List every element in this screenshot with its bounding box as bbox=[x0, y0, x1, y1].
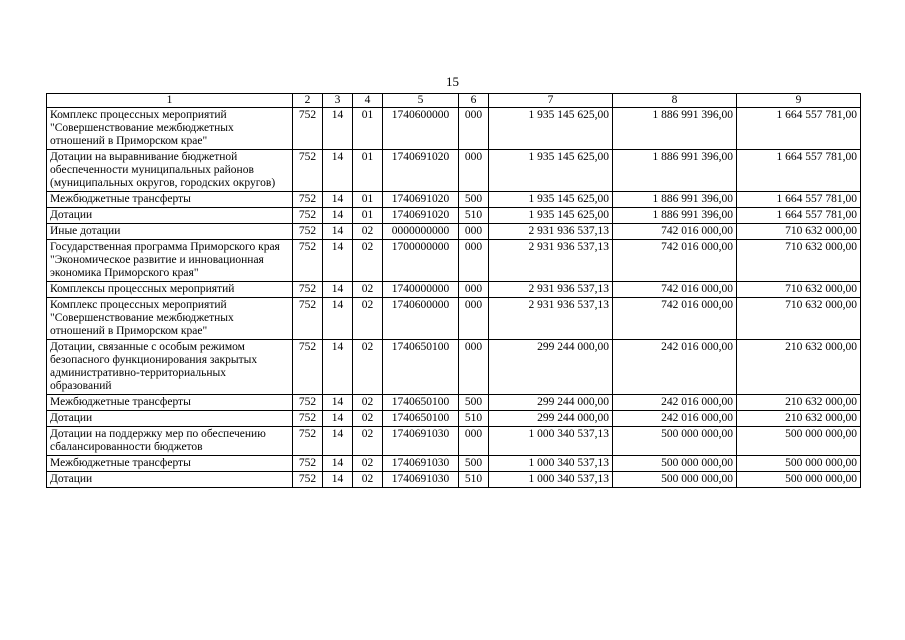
code-cell: 752 bbox=[293, 411, 323, 427]
expense-name-cell: Комплекс процессных мероприятий "Совершенствование межбюджетных отношений в Приморском крае" bbox=[47, 108, 293, 150]
code-cell: 1740650100 bbox=[383, 340, 459, 395]
code-cell: 000 bbox=[459, 240, 489, 282]
table-row bbox=[47, 224, 861, 240]
amount-cell: 299 244 000,00 bbox=[489, 395, 613, 411]
code-cell: 752 bbox=[293, 340, 323, 395]
code-cell: 752 bbox=[293, 298, 323, 340]
amount-cell: 299 244 000,00 bbox=[489, 411, 613, 427]
column-header: 2 bbox=[293, 94, 323, 108]
code-cell: 1740691020 bbox=[383, 208, 459, 224]
code-cell: 1740691020 bbox=[383, 192, 459, 208]
column-header: 6 bbox=[459, 94, 489, 108]
amount-cell: 1 886 991 396,00 bbox=[613, 108, 737, 150]
amount-cell: 742 016 000,00 bbox=[613, 282, 737, 298]
amount-cell: 500 000 000,00 bbox=[613, 472, 737, 488]
code-cell: 14 bbox=[323, 150, 353, 192]
code-cell: 14 bbox=[323, 282, 353, 298]
code-cell: 02 bbox=[353, 472, 383, 488]
amount-cell: 710 632 000,00 bbox=[737, 240, 861, 282]
code-cell: 752 bbox=[293, 208, 323, 224]
code-cell: 02 bbox=[353, 282, 383, 298]
amount-cell: 242 016 000,00 bbox=[613, 411, 737, 427]
column-header: 9 bbox=[737, 94, 861, 108]
table-row bbox=[47, 150, 861, 192]
code-cell: 752 bbox=[293, 150, 323, 192]
code-cell: 000 bbox=[459, 108, 489, 150]
code-cell: 14 bbox=[323, 340, 353, 395]
code-cell: 14 bbox=[323, 108, 353, 150]
code-cell: 14 bbox=[323, 298, 353, 340]
table-row bbox=[47, 395, 861, 411]
amount-cell: 710 632 000,00 bbox=[737, 224, 861, 240]
amount-cell: 742 016 000,00 bbox=[613, 224, 737, 240]
code-cell: 752 bbox=[293, 472, 323, 488]
code-cell: 000 bbox=[459, 340, 489, 395]
column-header: 1 bbox=[47, 94, 293, 108]
expense-name-cell: Дотации на поддержку мер по обеспечению сбалансированности бюджетов bbox=[47, 427, 293, 456]
amount-cell: 1 664 557 781,00 bbox=[737, 108, 861, 150]
column-header: 5 bbox=[383, 94, 459, 108]
amount-cell: 299 244 000,00 bbox=[489, 340, 613, 395]
expense-name-cell: Межбюджетные трансферты bbox=[47, 456, 293, 472]
code-cell: 510 bbox=[459, 208, 489, 224]
expense-name-cell: Дотации на выравнивание бюджетной обеспеченности муниципальных районов (муниципальных округов, городских округов) bbox=[47, 150, 293, 192]
table-row bbox=[47, 208, 861, 224]
expense-name-cell: Межбюджетные трансферты bbox=[47, 192, 293, 208]
code-cell: 1740650100 bbox=[383, 411, 459, 427]
budget-table bbox=[46, 93, 861, 488]
code-cell: 14 bbox=[323, 472, 353, 488]
code-cell: 1700000000 bbox=[383, 240, 459, 282]
amount-cell: 500 000 000,00 bbox=[737, 427, 861, 456]
code-cell: 14 bbox=[323, 427, 353, 456]
amount-cell: 1 000 340 537,13 bbox=[489, 456, 613, 472]
code-cell: 02 bbox=[353, 411, 383, 427]
page-number: 15 bbox=[446, 74, 459, 89]
table-header-row bbox=[47, 94, 861, 108]
code-cell: 1740691020 bbox=[383, 150, 459, 192]
code-cell: 14 bbox=[323, 224, 353, 240]
table-row bbox=[47, 192, 861, 208]
amount-cell: 742 016 000,00 bbox=[613, 240, 737, 282]
amount-cell: 1 000 340 537,13 bbox=[489, 472, 613, 488]
code-cell: 14 bbox=[323, 240, 353, 282]
code-cell: 752 bbox=[293, 427, 323, 456]
expense-name-cell: Дотации bbox=[47, 208, 293, 224]
amount-cell: 1 886 991 396,00 bbox=[613, 192, 737, 208]
column-header: 7 bbox=[489, 94, 613, 108]
code-cell: 14 bbox=[323, 411, 353, 427]
column-header: 4 bbox=[353, 94, 383, 108]
code-cell: 000 bbox=[459, 150, 489, 192]
code-cell: 000 bbox=[459, 298, 489, 340]
code-cell: 02 bbox=[353, 298, 383, 340]
amount-cell: 1 935 145 625,00 bbox=[489, 108, 613, 150]
amount-cell: 2 931 936 537,13 bbox=[489, 224, 613, 240]
expense-name-cell: Комплексы процессных мероприятий bbox=[47, 282, 293, 298]
expense-name-cell: Государственная программа Приморского края "Экономическое развитие и инновационная экономика Приморского края" bbox=[47, 240, 293, 282]
amount-cell: 1 664 557 781,00 bbox=[737, 208, 861, 224]
amount-cell: 1 664 557 781,00 bbox=[737, 150, 861, 192]
amount-cell: 1 886 991 396,00 bbox=[613, 208, 737, 224]
code-cell: 01 bbox=[353, 150, 383, 192]
code-cell: 02 bbox=[353, 240, 383, 282]
amount-cell: 2 931 936 537,13 bbox=[489, 240, 613, 282]
code-cell: 752 bbox=[293, 395, 323, 411]
expense-name-cell: Дотации bbox=[47, 411, 293, 427]
code-cell: 01 bbox=[353, 108, 383, 150]
code-cell: 000 bbox=[459, 427, 489, 456]
amount-cell: 1 886 991 396,00 bbox=[613, 150, 737, 192]
code-cell: 1740000000 bbox=[383, 282, 459, 298]
code-cell: 02 bbox=[353, 427, 383, 456]
expense-name-cell: Комплекс процессных мероприятий "Совершенствование межбюджетных отношений в Приморском крае" bbox=[47, 298, 293, 340]
code-cell: 1740600000 bbox=[383, 108, 459, 150]
amount-cell: 1 664 557 781,00 bbox=[737, 192, 861, 208]
code-cell: 500 bbox=[459, 395, 489, 411]
code-cell: 14 bbox=[323, 208, 353, 224]
expense-name-cell: Межбюджетные трансферты bbox=[47, 395, 293, 411]
code-cell: 500 bbox=[459, 192, 489, 208]
amount-cell: 1 000 340 537,13 bbox=[489, 427, 613, 456]
table-row bbox=[47, 108, 861, 150]
column-header: 8 bbox=[613, 94, 737, 108]
code-cell: 01 bbox=[353, 208, 383, 224]
amount-cell: 500 000 000,00 bbox=[613, 427, 737, 456]
code-cell: 000 bbox=[459, 282, 489, 298]
table-row bbox=[47, 456, 861, 472]
code-cell: 1740600000 bbox=[383, 298, 459, 340]
column-header: 3 bbox=[323, 94, 353, 108]
code-cell: 1740691030 bbox=[383, 427, 459, 456]
code-cell: 000 bbox=[459, 224, 489, 240]
code-cell: 01 bbox=[353, 192, 383, 208]
code-cell: 1740650100 bbox=[383, 395, 459, 411]
amount-cell: 500 000 000,00 bbox=[737, 456, 861, 472]
code-cell: 752 bbox=[293, 282, 323, 298]
amount-cell: 1 935 145 625,00 bbox=[489, 192, 613, 208]
expense-name-cell: Дотации bbox=[47, 472, 293, 488]
code-cell: 752 bbox=[293, 224, 323, 240]
table-row bbox=[47, 240, 861, 282]
expense-name-cell: Иные дотации bbox=[47, 224, 293, 240]
code-cell: 14 bbox=[323, 395, 353, 411]
amount-cell: 1 935 145 625,00 bbox=[489, 208, 613, 224]
amount-cell: 710 632 000,00 bbox=[737, 282, 861, 298]
table-row bbox=[47, 282, 861, 298]
amount-cell: 1 935 145 625,00 bbox=[489, 150, 613, 192]
code-cell: 510 bbox=[459, 472, 489, 488]
code-cell: 500 bbox=[459, 456, 489, 472]
amount-cell: 210 632 000,00 bbox=[737, 340, 861, 395]
code-cell: 02 bbox=[353, 456, 383, 472]
table-row bbox=[47, 472, 861, 488]
amount-cell: 210 632 000,00 bbox=[737, 395, 861, 411]
code-cell: 1740691030 bbox=[383, 456, 459, 472]
amount-cell: 710 632 000,00 bbox=[737, 298, 861, 340]
code-cell: 752 bbox=[293, 240, 323, 282]
code-cell: 02 bbox=[353, 395, 383, 411]
amount-cell: 2 931 936 537,13 bbox=[489, 298, 613, 340]
amount-cell: 210 632 000,00 bbox=[737, 411, 861, 427]
code-cell: 02 bbox=[353, 340, 383, 395]
amount-cell: 500 000 000,00 bbox=[613, 456, 737, 472]
code-cell: 752 bbox=[293, 456, 323, 472]
code-cell: 1740691030 bbox=[383, 472, 459, 488]
table-row bbox=[47, 298, 861, 340]
code-cell: 14 bbox=[323, 192, 353, 208]
code-cell: 752 bbox=[293, 192, 323, 208]
code-cell: 752 bbox=[293, 108, 323, 150]
code-cell: 02 bbox=[353, 224, 383, 240]
amount-cell: 742 016 000,00 bbox=[613, 298, 737, 340]
table-row bbox=[47, 340, 861, 395]
table-row bbox=[47, 411, 861, 427]
code-cell: 510 bbox=[459, 411, 489, 427]
amount-cell: 500 000 000,00 bbox=[737, 472, 861, 488]
amount-cell: 242 016 000,00 bbox=[613, 395, 737, 411]
code-cell: 14 bbox=[323, 456, 353, 472]
amount-cell: 242 016 000,00 bbox=[613, 340, 737, 395]
amount-cell: 2 931 936 537,13 bbox=[489, 282, 613, 298]
table-row bbox=[47, 427, 861, 456]
expense-name-cell: Дотации, связанные с особым режимом безопасного функционирования закрытых административно-территориальных образований bbox=[47, 340, 293, 395]
code-cell: 0000000000 bbox=[383, 224, 459, 240]
